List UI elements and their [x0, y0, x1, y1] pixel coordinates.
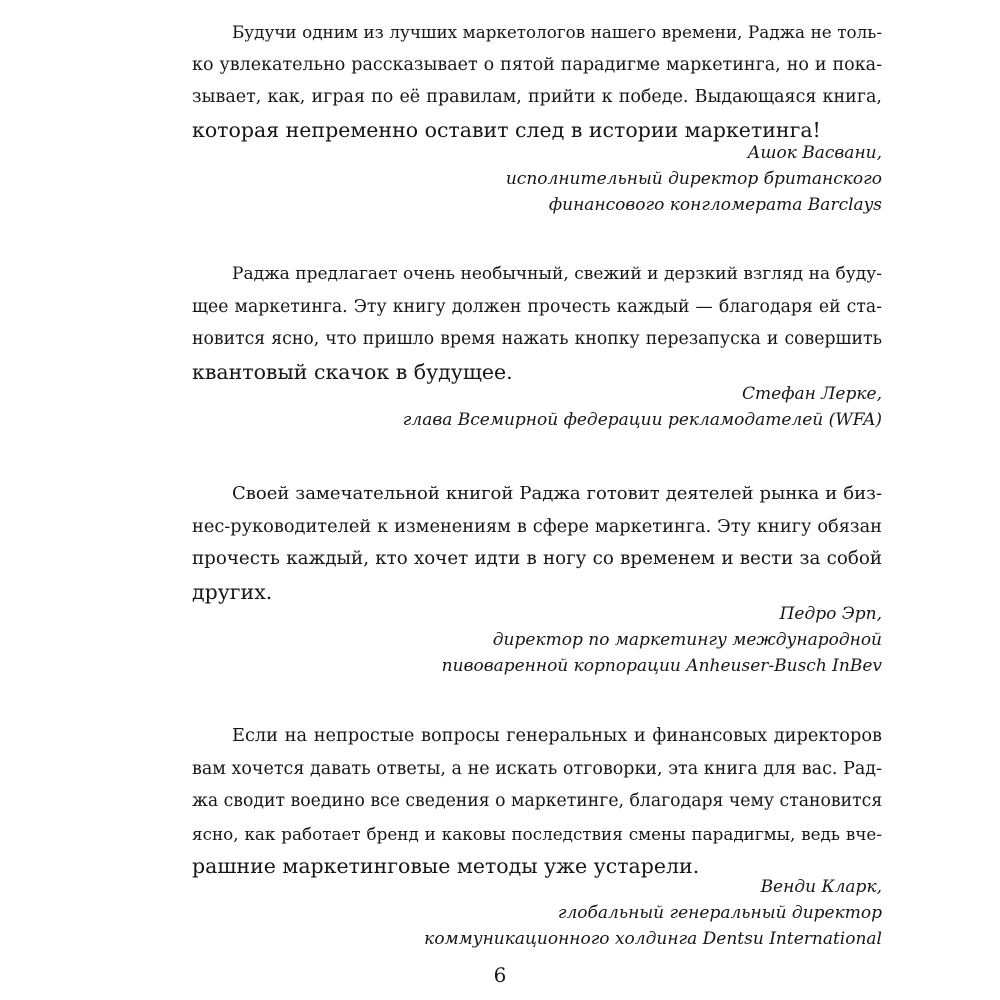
quote-3-role: пивоваренной корпорации Anheuser-Busch InBev [441, 656, 882, 676]
quote-1-line: Будучи одним из лучших маркетологов нашего времени, Раджа не толь- [232, 22, 882, 42]
quote-3-text [192, 478, 882, 608]
quote-4-line: рашние маркетинговые методы уже устарели. [192, 854, 700, 878]
quote-1-text [192, 16, 882, 146]
page-number: 6 [493, 963, 507, 987]
quote-4-line: Если на непростые вопросы генеральных и финансовых директоров [232, 726, 882, 746]
quote-3-line: прочесть каждый, кто хочет идти в ногу со временем и вести за собой [192, 548, 882, 569]
quote-2-line: новится ясно, что пришло время нажать кнопку перезапуска и совершить [192, 329, 882, 349]
quote-2-author: Стефан Лерке, [742, 384, 882, 404]
quote-4-line: вам хочется давать ответы, а не искать отговорки, эта книга для вас. Рад- [192, 758, 882, 779]
quote-3-role: директор по маркетингу международной [492, 630, 882, 650]
quote-1-role: финансового конгломерата Barclays [548, 195, 882, 215]
quote-2-role: глава Всемирной федерации рекламодателей (WFA) [402, 410, 882, 430]
quote-4-attribution [322, 874, 882, 952]
quote-4-line: ясно, как работает бренд и каковы последствия смены парадигмы, ведь вче- [192, 823, 882, 844]
quote-1-line: зывает, как, играя по её правилам, прийти к победе. Выдающаяся книга, [192, 87, 882, 107]
quote-4-role: глобальный генеральный директор [557, 903, 882, 923]
quote-3-line: нес-руководителей к изменениям в сфере маркетинга. Эту книгу обязан [192, 516, 882, 537]
quote-1-role: исполнительный директор британского [505, 169, 882, 189]
quote-4-text [192, 720, 882, 883]
quote-4-line: жа сводит воедино все сведения о маркетинге, благодаря чему становится [192, 791, 883, 811]
quote-4-author: Венди Кларк, [760, 877, 882, 897]
quote-1-author: Ашок Васвани, [747, 143, 882, 163]
quote-2-attribution [322, 381, 882, 433]
quote-2-text [192, 258, 882, 388]
quote-3-attribution [322, 601, 882, 679]
quote-1-line: которая непременно оставит след в истории маркетинга! [192, 117, 821, 142]
quote-3-line: Своей замечательной книгой Раджа готовит деятелей рынка и биз- [232, 483, 882, 504]
quote-3-author: Педро Эрп, [779, 604, 882, 624]
quote-4-role: коммуникационного холдинга Dentsu International [424, 929, 882, 949]
quote-2-line: квантовый скачок в будущее. [192, 359, 513, 384]
quote-1-attribution [322, 140, 882, 218]
quote-3-line: других. [192, 579, 273, 604]
quote-2-line: щее маркетинга. Эту книгу должен прочесть каждый — благодаря ей ста- [192, 296, 882, 317]
quote-2-line: Раджа предлагает очень необычный, свежий и дерзкий взгляд на буду- [232, 264, 882, 284]
quote-1-line: ко увлекательно рассказывает о пятой парадигме маркетинга, но и пока- [192, 54, 882, 75]
